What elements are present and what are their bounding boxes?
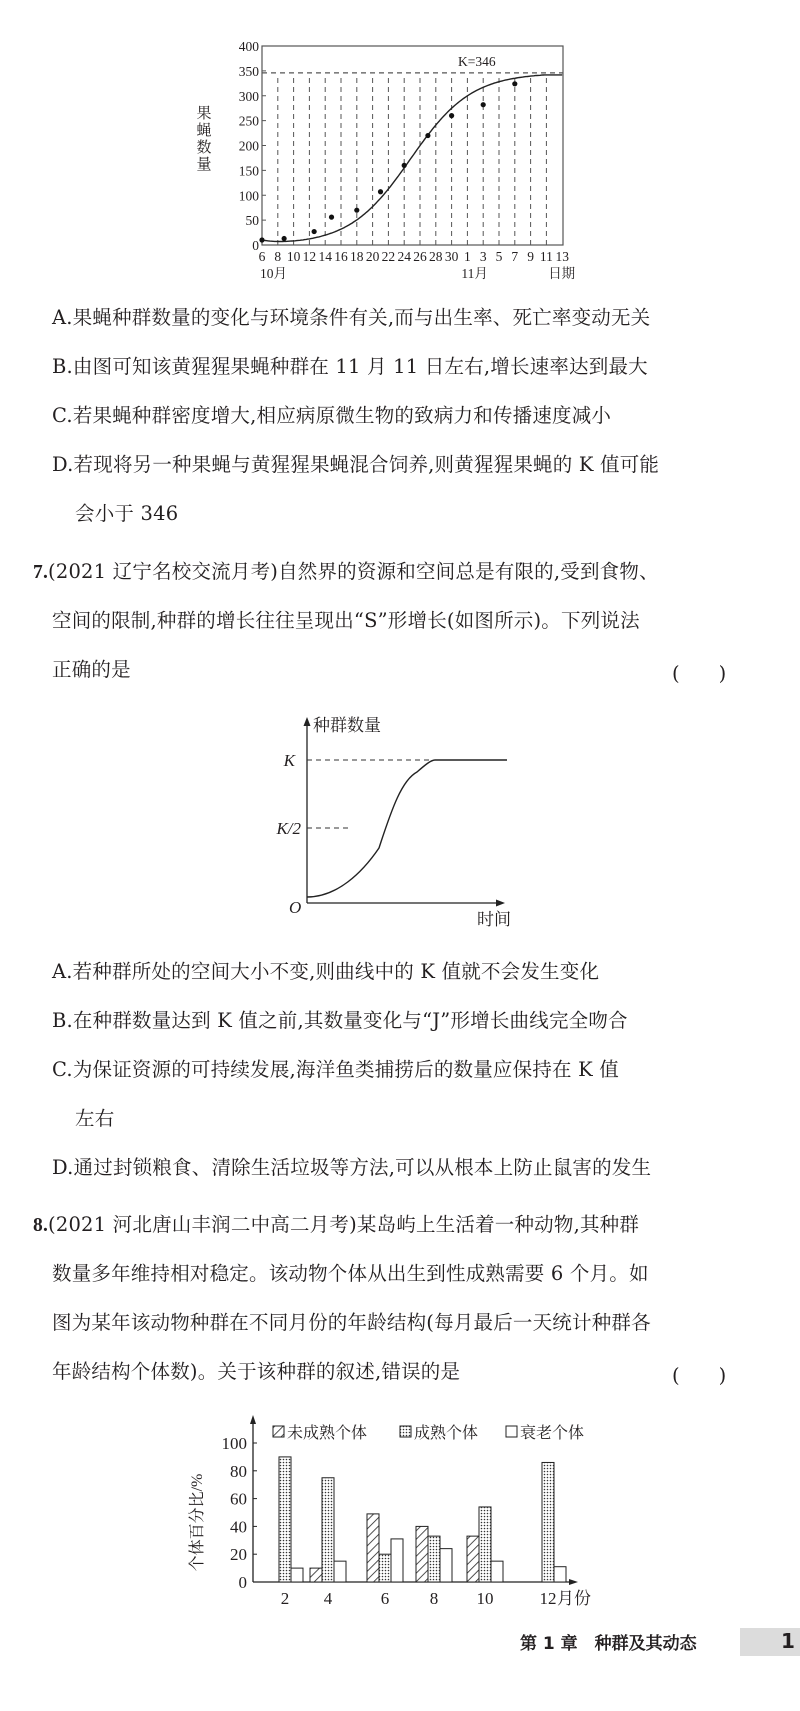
x-tick-label: 12 — [539, 1589, 557, 1608]
y-tick-label: 40 — [230, 1517, 247, 1537]
x-tick-label: 14 — [318, 249, 332, 264]
y-axis-arrow — [250, 1415, 256, 1424]
x-tick-label: 10 — [286, 249, 301, 264]
q6-option-c: C.若果蝇种群密度增大,相应病原微生物的致病力和传播速度减小 — [52, 404, 612, 427]
x-tick-label: 8 — [274, 249, 282, 264]
y-tick-label: 20 — [230, 1545, 247, 1565]
fruit-fly-population-chart — [190, 30, 590, 290]
x-tick-label: 10 — [476, 1589, 494, 1608]
q8-stem-line-4: 年龄结构个体数)。关于该种群的叙述,错误的是 — [52, 1360, 461, 1383]
q7-answer-blank[interactable]: ( ) — [672, 662, 727, 685]
k-annotation: K=346 — [458, 53, 496, 69]
bar-hatched — [467, 1536, 479, 1582]
x-tick-label: 16 — [334, 249, 348, 264]
plot-frame — [262, 46, 563, 245]
y-axis-label-char: 果 — [196, 106, 212, 122]
x-tick-label: 3 — [479, 249, 487, 264]
age-structure-bar-chart — [180, 1410, 630, 1615]
q7-option-c-cont: 左右 — [75, 1107, 115, 1130]
q6-option-a: A.果蝇种群数量的变化与环境条件有关,而与出生率、死亡率变动无关 — [52, 306, 651, 329]
data-point — [425, 133, 430, 138]
x-axis-arrow — [569, 1579, 578, 1585]
bar-dotted — [542, 1462, 554, 1582]
q8-stem-line-1 — [33, 1213, 639, 1238]
x-axis-arrow — [496, 900, 505, 907]
x-axis-label: 月份 — [557, 1589, 591, 1608]
q8-answer-blank[interactable]: ( ) — [672, 1364, 727, 1387]
q8-number: 8. — [33, 1215, 49, 1236]
q7-option-a: A.若种群所处的空间大小不变,则曲线中的 K 值就不会发生变化 — [52, 960, 600, 983]
y-tick-label: 300 — [238, 88, 259, 104]
x-tick-label: 1 — [464, 249, 471, 264]
y-tick-label: 150 — [238, 163, 259, 179]
y-axis-label: 个体百分比/% — [189, 1473, 206, 1572]
x-tick-label: 9 — [527, 249, 534, 264]
bar-dotted — [279, 1457, 291, 1582]
y-tick-label: 400 — [238, 39, 259, 54]
y-tick-label: 200 — [238, 138, 259, 154]
x-tick-label: 18 — [350, 249, 364, 264]
q6-option-d-cont: 会小于 346 — [75, 502, 179, 525]
x-tick-label: 13 — [555, 249, 569, 264]
x-tick-label: 26 — [413, 249, 427, 264]
logistic-curve — [262, 75, 562, 242]
q8-stem-text-1: (2021 河北唐山丰润二中高二月考)某岛屿上生活着一种动物,其种群 — [48, 1213, 640, 1236]
q7-option-b: B.在种群数量达到 K 值之前,其数量变化与“J”形增长曲线完全吻合 — [52, 1009, 628, 1032]
legend-swatch-hatched — [273, 1426, 284, 1437]
bar-empty — [491, 1561, 503, 1582]
origin-label: O — [289, 898, 302, 917]
y-axis-arrow — [304, 717, 311, 726]
q7-stem-line-1 — [33, 560, 659, 585]
x-tick-label: 12 — [302, 249, 317, 264]
data-point — [449, 113, 454, 118]
y-axis-label-char: 量 — [196, 157, 212, 173]
s-curve-chart — [260, 705, 530, 935]
legend-label: 未成熟个体 — [287, 1425, 368, 1442]
y-tick-label: 60 — [230, 1489, 247, 1509]
x-tick-label: 8 — [429, 1589, 439, 1608]
y-tick-label: 100 — [238, 188, 259, 204]
data-point — [512, 81, 517, 86]
bar-hatched — [416, 1526, 428, 1582]
data-point — [481, 102, 486, 107]
x-tick-label: 28 — [429, 249, 443, 264]
q7-stem-text-1: (2021 辽宁名校交流月考)自然界的资源和空间总是有限的,受到食物、 — [48, 560, 659, 583]
data-point — [282, 236, 287, 241]
q8-stem-line-3: 图为某年该动物种群在不同月份的年龄结构(每月最后一天统计种群各 — [52, 1311, 651, 1334]
q7-stem-line-3: 正确的是 — [52, 658, 131, 681]
bar-hatched — [367, 1514, 379, 1582]
legend-label: 成熟个体 — [414, 1425, 479, 1442]
y-tick-label: 350 — [238, 63, 259, 79]
bar-dotted — [322, 1478, 334, 1582]
x-axis-label: 日期 — [548, 266, 576, 281]
q6-option-d: D.若现将另一种果蝇与黄猩猩果蝇混合饲养,则黄猩猩果蝇的 K 值可能 — [52, 453, 660, 476]
q7-option-c: C.为保证资源的可持续发展,海洋鱼类捕捞后的数量应保持在 K 值 — [52, 1058, 619, 1081]
page-number: 1 — [781, 1629, 795, 1653]
legend-swatch-empty — [506, 1426, 517, 1437]
legend-label: 衰老个体 — [520, 1425, 585, 1442]
q7-option-d: D.通过封锁粮食、清除生活垃圾等方法,可以从根本上防止鼠害的发生 — [52, 1156, 652, 1179]
month-label-oct: 10月 — [260, 266, 287, 281]
x-tick-label: 24 — [397, 249, 411, 264]
x-tick-label: 2 — [280, 1589, 290, 1608]
y-axis-label: 种群数量 — [313, 716, 381, 735]
bar-empty — [291, 1568, 303, 1582]
y-tick-label: 50 — [245, 213, 259, 229]
bar-dotted — [428, 1536, 440, 1582]
x-tick-label: 4 — [323, 1589, 333, 1608]
bar-hatched — [310, 1568, 322, 1582]
x-tick-label: 6 — [380, 1589, 390, 1608]
y-tick-label: 0 — [238, 1573, 247, 1592]
data-point — [402, 163, 407, 168]
x-tick-label: 5 — [495, 249, 503, 264]
bar-empty — [334, 1561, 346, 1582]
x-tick-label: 11 — [539, 249, 553, 264]
y-tick-label: 80 — [230, 1461, 247, 1481]
x-axis-label: 时间 — [477, 910, 511, 929]
k-half-label: K/2 — [276, 819, 301, 838]
y-axis-label-char: 蝇 — [196, 123, 212, 139]
month-label-nov: 11月 — [461, 266, 488, 281]
q8-stem-line-2: 数量多年维持相对稳定。该动物个体从出生到性成熟需要 6 个月。如 — [52, 1262, 649, 1285]
x-tick-label: 22 — [381, 249, 396, 264]
bar-empty — [391, 1539, 403, 1582]
q7-number: 7. — [33, 562, 49, 583]
bar-empty — [440, 1549, 452, 1582]
x-tick-label: 6 — [258, 249, 266, 264]
data-point — [354, 208, 359, 213]
data-point — [312, 229, 317, 234]
y-tick-label: 250 — [238, 113, 259, 129]
legend-swatch-dotted — [400, 1426, 411, 1437]
x-tick-label: 30 — [444, 249, 459, 264]
q7-stem-line-2: 空间的限制,种群的增长往往呈现出“S”形增长(如图所示)。下列说法 — [52, 609, 640, 632]
x-tick-label: 7 — [511, 249, 519, 264]
bar-empty — [554, 1567, 566, 1582]
bar-dotted — [379, 1554, 391, 1582]
q6-option-b: B.由图可知该黄猩猩果蝇种群在 11 月 11 日左右,增长速率达到最大 — [52, 355, 648, 378]
data-point — [329, 215, 334, 220]
footer-chapter-title: 第 1 章 种群及其动态 — [520, 1634, 697, 1654]
y-tick-label: 100 — [221, 1434, 247, 1453]
x-tick-label: 20 — [365, 249, 380, 264]
k-label: K — [283, 751, 295, 770]
y-axis-label-char: 数 — [196, 140, 212, 156]
bar-dotted — [479, 1507, 491, 1582]
data-point — [259, 237, 264, 242]
y-tick-label: 0 — [252, 238, 259, 253]
data-point — [378, 189, 383, 194]
